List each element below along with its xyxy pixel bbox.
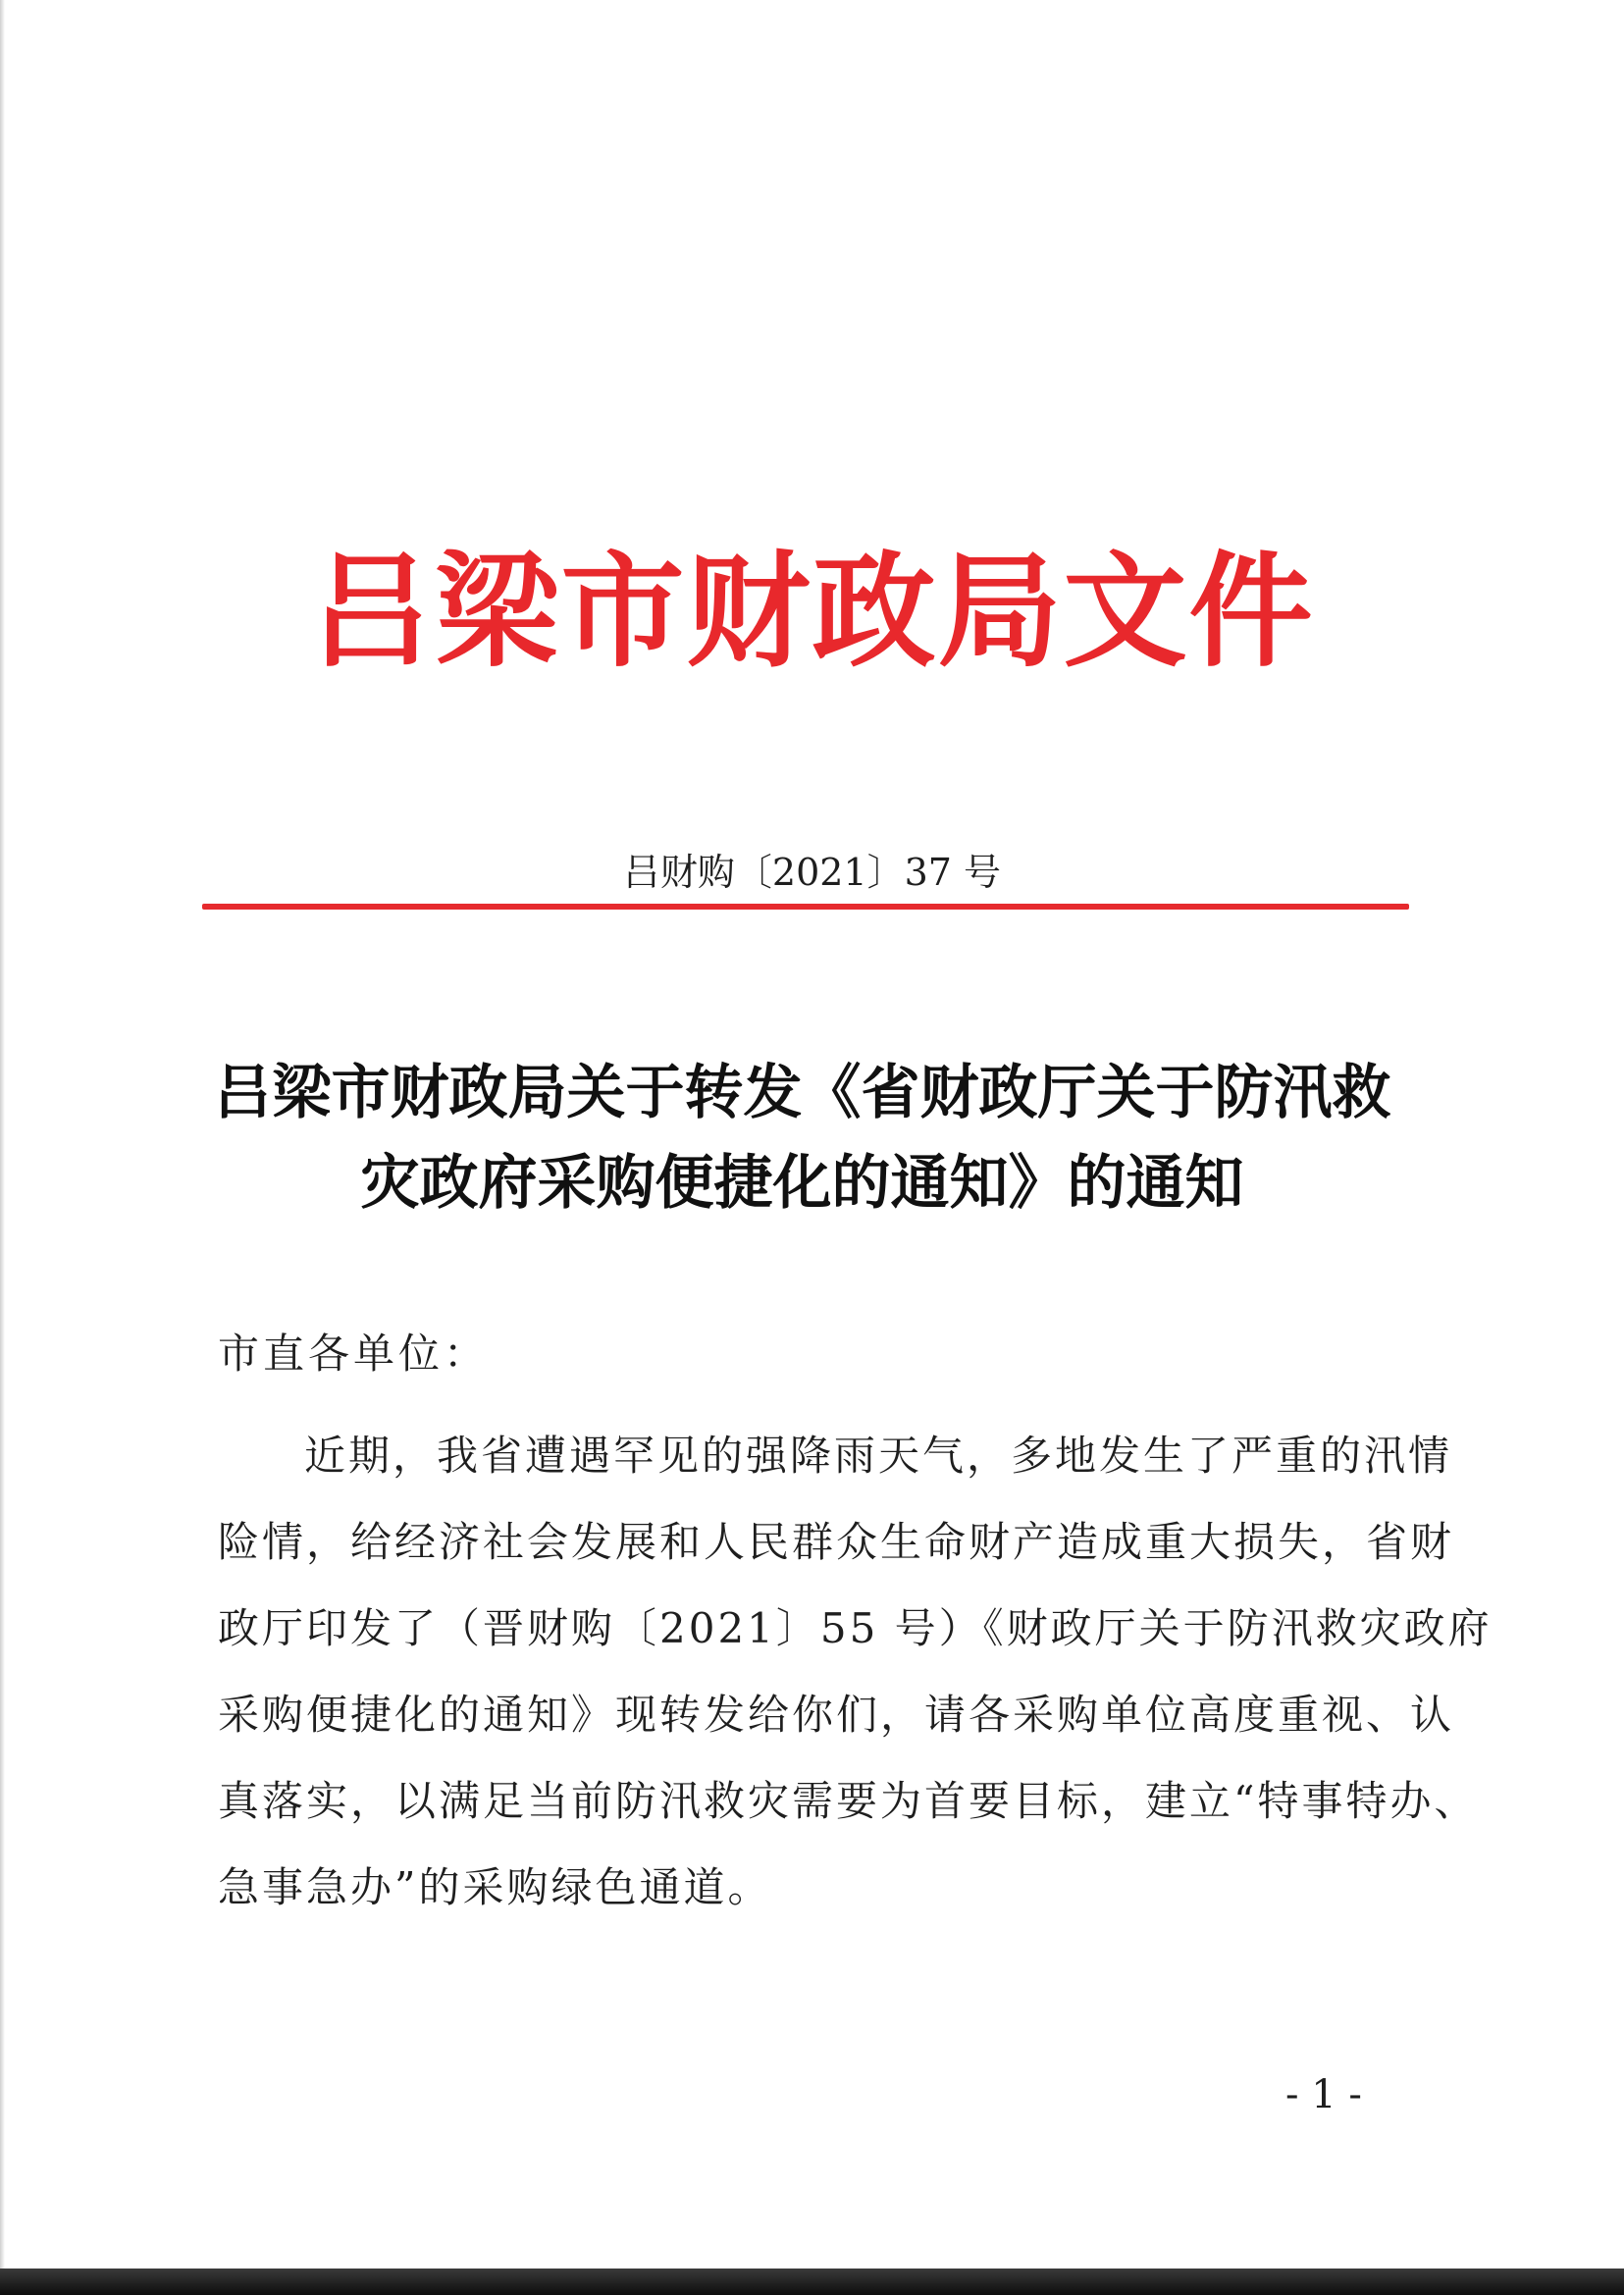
issuer-red-header: 吕梁市财政局文件 (309, 539, 1315, 684)
body-line-6: 急事急办”的采购绿色通道。 (218, 1863, 772, 1911)
body-line-5: 真落实，以满足当前防汛救灾需要为首要目标，建立“特事特办、 (218, 1777, 1479, 1825)
body-line-4: 采购便捷化的通知》现转发给你们，请各采购单位高度重视、认 (218, 1691, 1455, 1739)
salutation: 市直各单位： (218, 1330, 490, 1378)
title-line-1: 吕梁市财政局关于转发《省财政厅关于防汛救 (213, 1059, 1391, 1127)
title-line-2: 灾政府采购便捷化的通知》的通知 (360, 1149, 1244, 1218)
body-paragraph (218, 1413, 1493, 1931)
body-line-2: 险情，给经济社会发展和人民群众生命财产造成重大损失，省财 (218, 1518, 1455, 1566)
scan-bottom-edge (0, 2269, 1624, 2295)
body-line-1: 近期，我省遭遇罕见的强降雨天气，多地发生了严重的汛情 (304, 1432, 1453, 1480)
page-number: - 1 - (1285, 2072, 1362, 2117)
document-number: 吕财购〔2021〕37 号 (622, 851, 1002, 894)
document-title (147, 1048, 1457, 1228)
body-line-3: 政厅印发了（晋财购〔2021〕55 号）《财政厅关于防汛救灾政府 (218, 1604, 1493, 1652)
scan-edge-shadow (0, 0, 5, 2269)
red-divider-rule (202, 904, 1409, 910)
